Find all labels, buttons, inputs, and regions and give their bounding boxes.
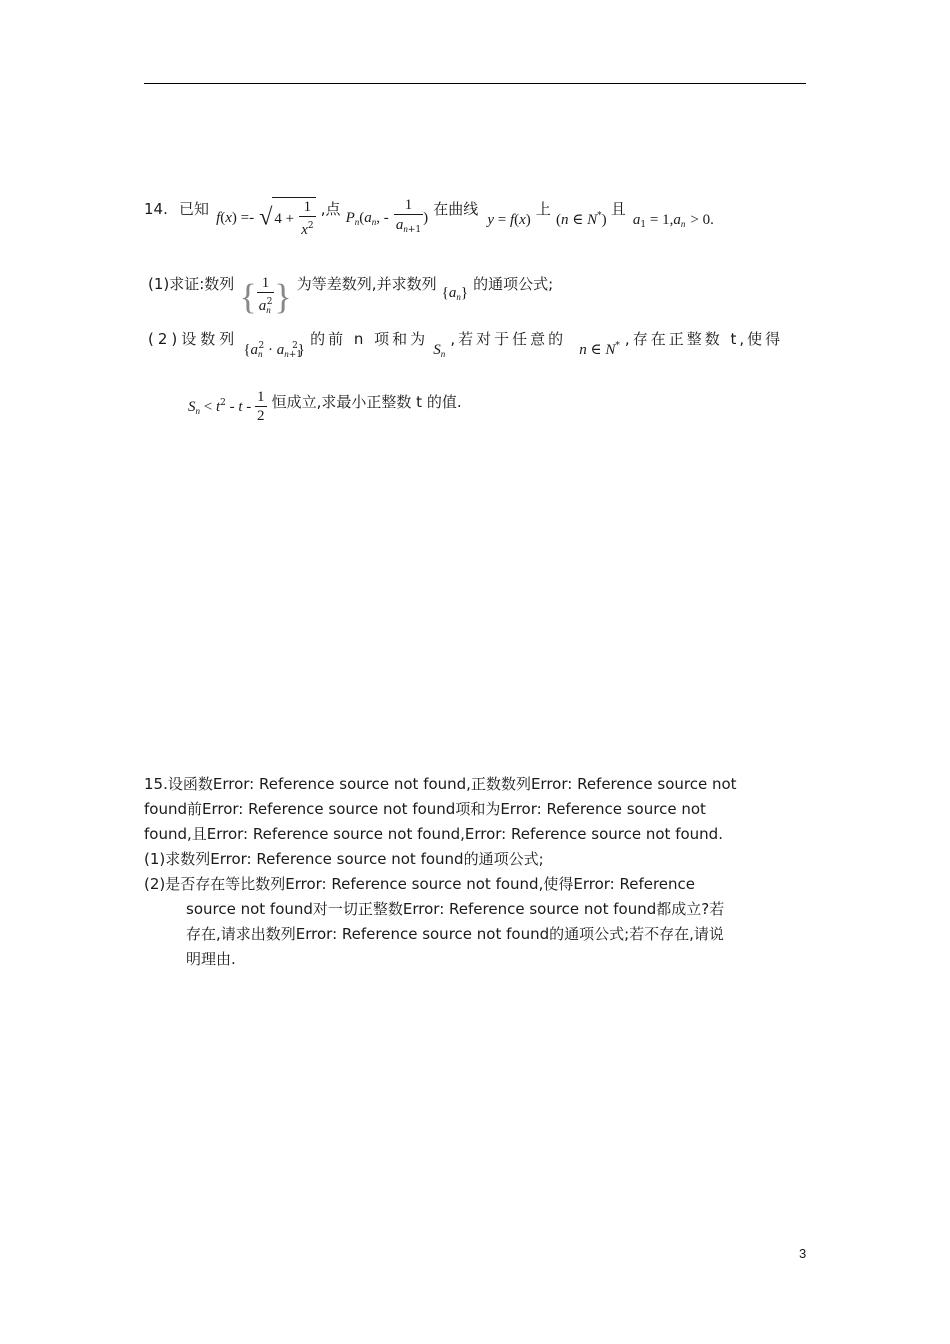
q15-line4-text: (1)求数列Error: Reference source not found的通项公式; xyxy=(144,850,544,868)
q14-part1-sequence-formula: { $\frac{1}{a_n^2}$ } xyxy=(239,286,296,305)
q14-number: 14. xyxy=(144,200,168,218)
q14-part1-an-formula: $\{a_n\}$ xyxy=(441,285,469,302)
q14-part2-line2 xyxy=(188,384,462,424)
q15-line7-text: 存在,请求出数列Error: Reference source not found的通项公式;若不存在,请说 xyxy=(186,925,724,943)
q14-curve-formula: y = f(x) xyxy=(487,212,531,228)
q15-line2-text: found前Error: Reference source not found项和为Error: Reference source not xyxy=(144,800,706,818)
q14-point-word: ,点 xyxy=(320,200,341,218)
q14-function-formula: f(x) =- √ 4 + $\frac{1}{x^2}$ xyxy=(216,198,314,238)
q14-part2 xyxy=(148,328,784,360)
q14-part2-mid: 的前 n 项和为 xyxy=(310,330,429,348)
page-number: 3 xyxy=(799,1246,807,1261)
q14-initial-formula: $a_1 = 1,a_n > 0$. xyxy=(632,212,714,230)
q14-part2-domain-formula: n ∈ N* xyxy=(579,341,620,358)
q15-line7 xyxy=(144,922,806,947)
q15-line4 xyxy=(144,847,806,872)
q15-line5 xyxy=(144,872,806,897)
q14-part2-end: ,存在正整数 t,使得 xyxy=(624,330,784,348)
q14-part2-sn-formula: $S_n$ xyxy=(433,342,446,359)
q15-line5-text: (2)是否存在等比数列Error: Reference source not found,使得Error: Reference xyxy=(144,875,696,893)
q14-part2-sequence-formula: $\{a_n^2 \cdot a_{n+1}^2\}$ xyxy=(243,341,305,360)
q15-line2 xyxy=(144,797,806,822)
q15-line3-text: found,且Error: Reference source not found,Error: Reference source not found. xyxy=(144,825,723,843)
q15-line3 xyxy=(144,822,806,847)
q14-part1-label: (1)求证:数列 xyxy=(148,275,235,293)
q14-point-formula: $P_n(a_n$, - $\frac{1}{a_{n+1}}$ ) xyxy=(346,207,434,226)
q14-part2-label: (2)设数列 xyxy=(148,330,239,348)
q15-block xyxy=(144,772,806,972)
q14-part2-mid2: ,若对于任意的 xyxy=(450,330,567,348)
q15-line1-text: 15.设函数Error: Reference source not found,正数数列Error: Reference source not xyxy=(144,775,737,793)
q14-part2-line2-text: 恒成立,求最小正整数 t 的值. xyxy=(271,393,462,411)
q15-line8 xyxy=(144,947,806,972)
q15-line6-text: source not found对一切正整数Error: Reference source not found都成立?若 xyxy=(186,900,725,918)
q14-domain-formula: (n ∈ N*) xyxy=(556,211,607,228)
q14-part1-mid: 为等差数列,并求数列 xyxy=(296,275,437,293)
q14-cond: 1, xyxy=(662,212,674,228)
q15-line1 xyxy=(144,772,806,797)
q14-shang: 上 xyxy=(535,200,551,218)
header-rule xyxy=(144,83,806,84)
q14-on-curve: 在曲线 xyxy=(433,200,479,218)
q14-part1-end: 的通项公式; xyxy=(473,275,554,293)
q14-inequality-formula: $S_n < t^2 - t$ - $\frac{1}{2}$ xyxy=(188,389,265,424)
q14-known: 已知 xyxy=(178,200,209,218)
q15-line6 xyxy=(144,897,806,922)
q14-qie: 且 xyxy=(610,200,626,218)
q14-line1 xyxy=(144,188,714,238)
q14-part1 xyxy=(148,262,554,317)
q15-line8-text: 明理由. xyxy=(186,950,236,968)
q14-gt0: > 0. xyxy=(690,212,714,228)
